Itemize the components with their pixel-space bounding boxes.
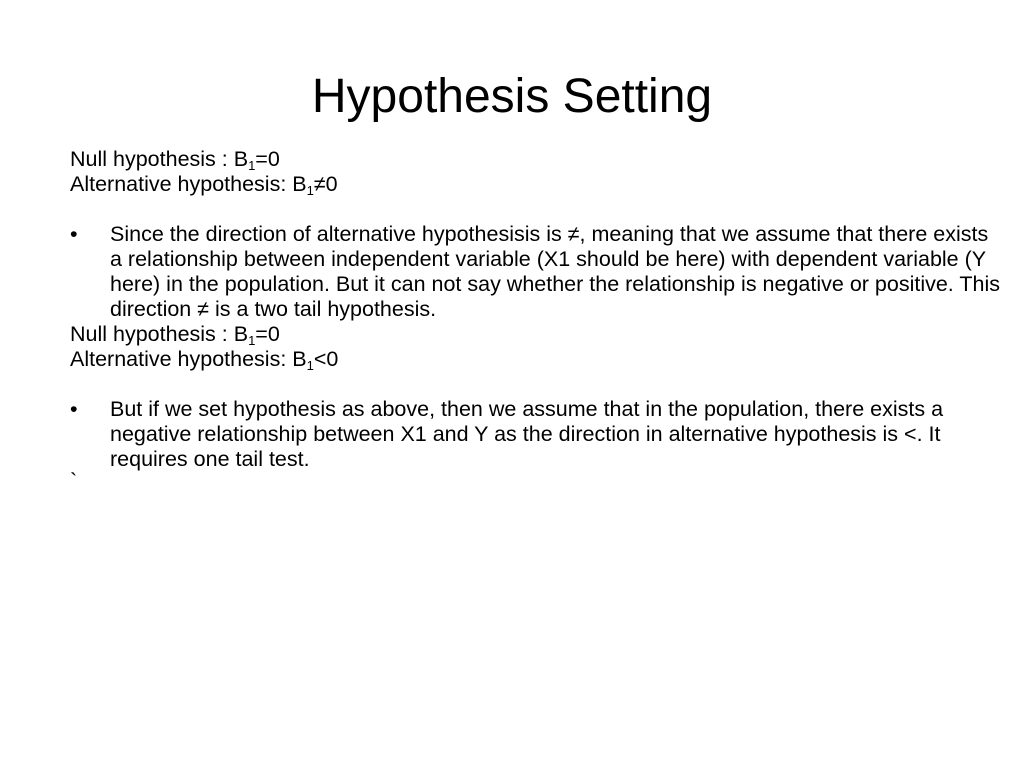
null-hypothesis-1 bbox=[70, 147, 1000, 172]
trailing-mark: ` bbox=[70, 469, 78, 493]
null-hypothesis-1-label: Null hypothesis : B bbox=[70, 147, 249, 171]
null-hypothesis-2-subscript: 1 bbox=[248, 333, 256, 348]
alternative-hypothesis-1-value: ≠0 bbox=[313, 172, 338, 196]
null-hypothesis-2-value: =0 bbox=[255, 322, 280, 346]
bullet-marker: • bbox=[70, 222, 78, 246]
bullet-marker: • bbox=[70, 397, 78, 421]
bullet-two-tail-text: Since the direction of alternative hypothesisis is ≠, meaning that we assume that there exists a relationship between independent variable (X1 should be here) with dependent variable (Y here) in the population. But it can not say whether the relationship is negative or positive. This direction ≠ is a two tail hypothesis. bbox=[110, 222, 1000, 321]
slide-body bbox=[70, 147, 1000, 493]
alternative-hypothesis-1-label: Alternative hypothesis: B bbox=[70, 172, 307, 196]
alternative-hypothesis-2-value: <0 bbox=[313, 347, 339, 371]
bullet-one-tail-text: But if we set hypothesis as above, then we assume that in the population, there exists a negative relationship between X1 and Y as the direction in alternative hypothesis is <. It requires one tail test. bbox=[110, 397, 944, 471]
slide-title: Hypothesis Setting bbox=[311, 70, 713, 123]
alternative-hypothesis-2-subscript: 1 bbox=[306, 358, 314, 373]
alternative-hypothesis-1-subscript: 1 bbox=[306, 183, 314, 198]
null-hypothesis-2-label: Null hypothesis : B bbox=[70, 322, 249, 346]
alternative-hypothesis-1 bbox=[70, 172, 1000, 197]
bullet-two-tail bbox=[70, 222, 1000, 322]
alternative-hypothesis-2-label: Alternative hypothesis: B bbox=[70, 347, 307, 371]
null-hypothesis-1-subscript: 1 bbox=[248, 158, 256, 173]
alternative-hypothesis-2 bbox=[70, 347, 1000, 372]
bullet-one-tail bbox=[70, 397, 1000, 472]
null-hypothesis-1-value: =0 bbox=[255, 147, 280, 171]
null-hypothesis-2 bbox=[70, 322, 1000, 347]
